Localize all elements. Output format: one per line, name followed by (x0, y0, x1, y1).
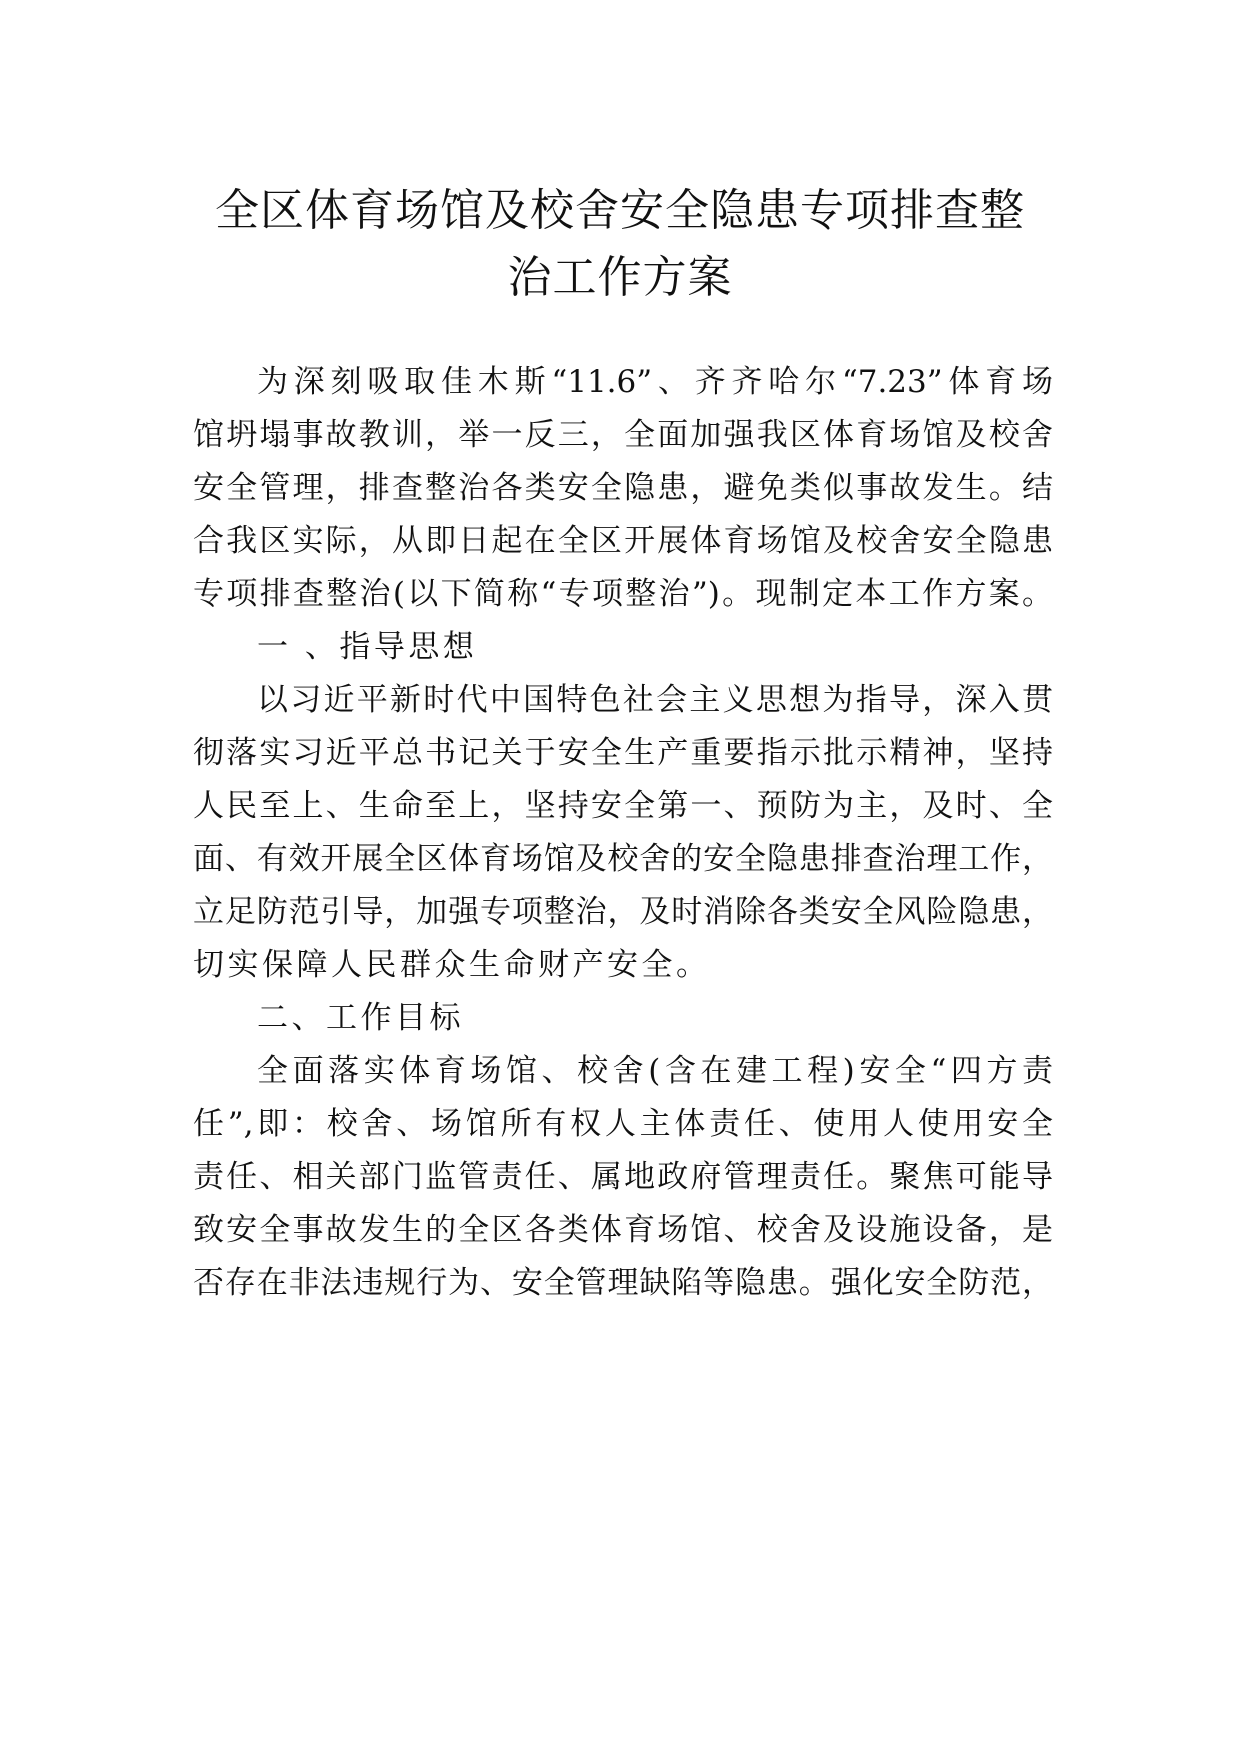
paragraph-line: 致安全事故发生的全区各类体育场馆、校舍及设施设备，是 (193, 1212, 1053, 1248)
paragraph-line: 人民至上、生命至上，坚持安全第一、预防为主，及时、全 (193, 788, 1053, 824)
paragraph-line: 合我区实际，从即日起在全区开展体育场馆及校舍安全隐患 (193, 523, 1053, 559)
document-title-line-1: 全区体育场馆及校舍安全隐患专项排查整 (215, 185, 1025, 236)
paragraph-line: 全面落实体育场馆、校舍(含在建工程)安全“四方责 (257, 1053, 1053, 1089)
paragraph-line: 彻落实习近平总书记关于安全生产重要指示批示精神，坚持 (193, 735, 1053, 771)
section-heading-1: 一 、指导思想 (257, 629, 478, 665)
paragraph-line: 任”,即：校舍、场馆所有权人主体责任、使用人使用安全 (193, 1106, 1053, 1142)
paragraph-line: 立足防范引导，加强专项整治，及时消除各类安全风险隐患， (193, 894, 1053, 930)
paragraph-line: 馆坍塌事故教训，举一反三，全面加强我区体育场馆及校舍 (193, 417, 1053, 453)
document-title-line-2: 治工作方案 (507, 252, 733, 303)
paragraph-line: 以习近平新时代中国特色社会主义思想为指导，深入贯 (257, 682, 1053, 718)
paragraph-line: 面、有效开展全区体育场馆及校舍的安全隐患排查治理工作， (193, 841, 1053, 877)
paragraph-line: 专项排查整治(以下简称“专项整治”)。现制定本工作方案。 (193, 576, 1053, 612)
paragraph-line: 切实保障人民群众生命财产安全。 (193, 947, 711, 983)
paragraph-line: 为深刻吸取佳木斯“11.6”、齐齐哈尔“7.23”体育场 (257, 364, 1053, 400)
paragraph-line: 安全管理，排查整治各类安全隐患，避免类似事故发生。结 (193, 470, 1053, 506)
section-heading-2: 二、工作目标 (257, 1000, 464, 1036)
paragraph-line: 否存在非法违规行为、安全管理缺陷等隐患。强化安全防范， (193, 1265, 1053, 1301)
paragraph-line: 责任、相关部门监管责任、属地政府管理责任。聚焦可能导 (193, 1159, 1053, 1195)
